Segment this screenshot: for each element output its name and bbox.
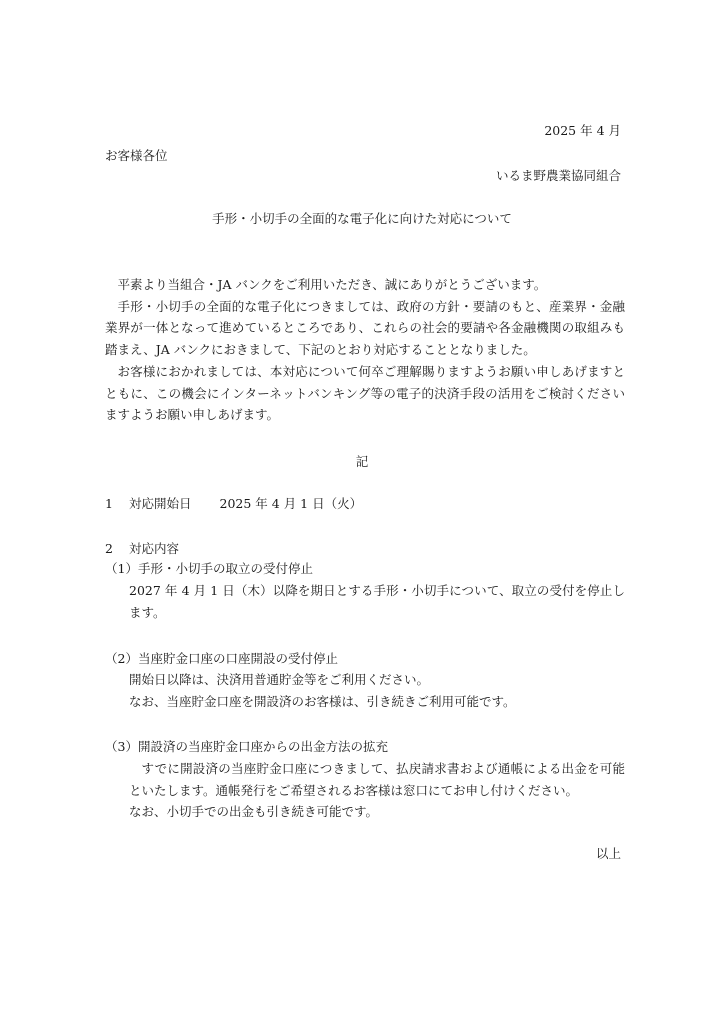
sub-body-line: すでに開設済の当座貯金口座につきまして、払戻請求書および通帳による出金を可能といたします。通帳発行をご希望されるお客様は窓口にてお申し付けください。 bbox=[129, 761, 625, 798]
sub-body-line: なお、小切手での出金も引き続き可能です。 bbox=[129, 804, 379, 820]
issue-date: 2025 年 4 月 bbox=[544, 123, 621, 138]
item-start-date bbox=[105, 494, 362, 514]
sub-body-line: なお、当座貯金口座を開設済のお客様は、引き続きご利用可能です。 bbox=[129, 693, 516, 709]
sub-heading-2: （2）当座貯金口座の口座開設の受付停止 bbox=[105, 651, 338, 666]
sub-body-line: 開始日以降は、決済用普通貯金等をご利用ください。 bbox=[129, 672, 430, 687]
item-number: 2 bbox=[105, 541, 113, 556]
sub-body-3 bbox=[129, 758, 625, 823]
item-label: 対応開始日 bbox=[129, 496, 192, 511]
item-details bbox=[105, 539, 179, 559]
sub-body-1 bbox=[129, 580, 625, 623]
recipient: お客様各位 bbox=[105, 148, 168, 163]
sub-body-2 bbox=[129, 669, 625, 712]
item-label: 対応内容 bbox=[129, 541, 180, 556]
closing-mark: 以上 bbox=[595, 846, 621, 861]
sender-organization: いるま野農業協同組合 bbox=[495, 168, 621, 183]
document-title: 手形・小切手の全面的な電子化に向けた対応について bbox=[212, 211, 512, 226]
sub-heading-3: （3）開設済の当座貯金口座からの出金方法の拡充 bbox=[105, 739, 388, 754]
item-number: 1 bbox=[105, 496, 113, 511]
body-text bbox=[105, 274, 625, 426]
body-paragraph-request: お客様におかれましては、本対応について何卒ご理解賜りますようお願い申しあげますとともに、この機会にインターネットバンキング等の電子的決済手段の活用をご検討くださいますようお願い申しあげます。 bbox=[105, 363, 625, 423]
body-paragraph-greeting: 平素より当組合・JA バンクをご利用いただき、誠にありがとうございます。 bbox=[117, 277, 547, 292]
sub-heading-1: （1）手形・小切手の取立の受付停止 bbox=[105, 561, 313, 576]
body-paragraph-background: 手形・小切手の全面的な電子化につきましては、政府の方針・要請のもと、産業界・金融業界が一体となって進めているところであり、これらの社会的要請や各金融機関の取組みも踏まえ、JA バンクにおきまして、下記のとおり対応することとなりました。 bbox=[105, 298, 625, 358]
item-start-date-value: 2025 年 4 月 1 日（火） bbox=[219, 496, 363, 511]
sub-body-line: 2027 年 4 月 1 日（木）以降を期日とする手形・小切手について、取立の受付を停止します。 bbox=[129, 583, 625, 620]
ki-heading: 記 bbox=[355, 454, 369, 469]
